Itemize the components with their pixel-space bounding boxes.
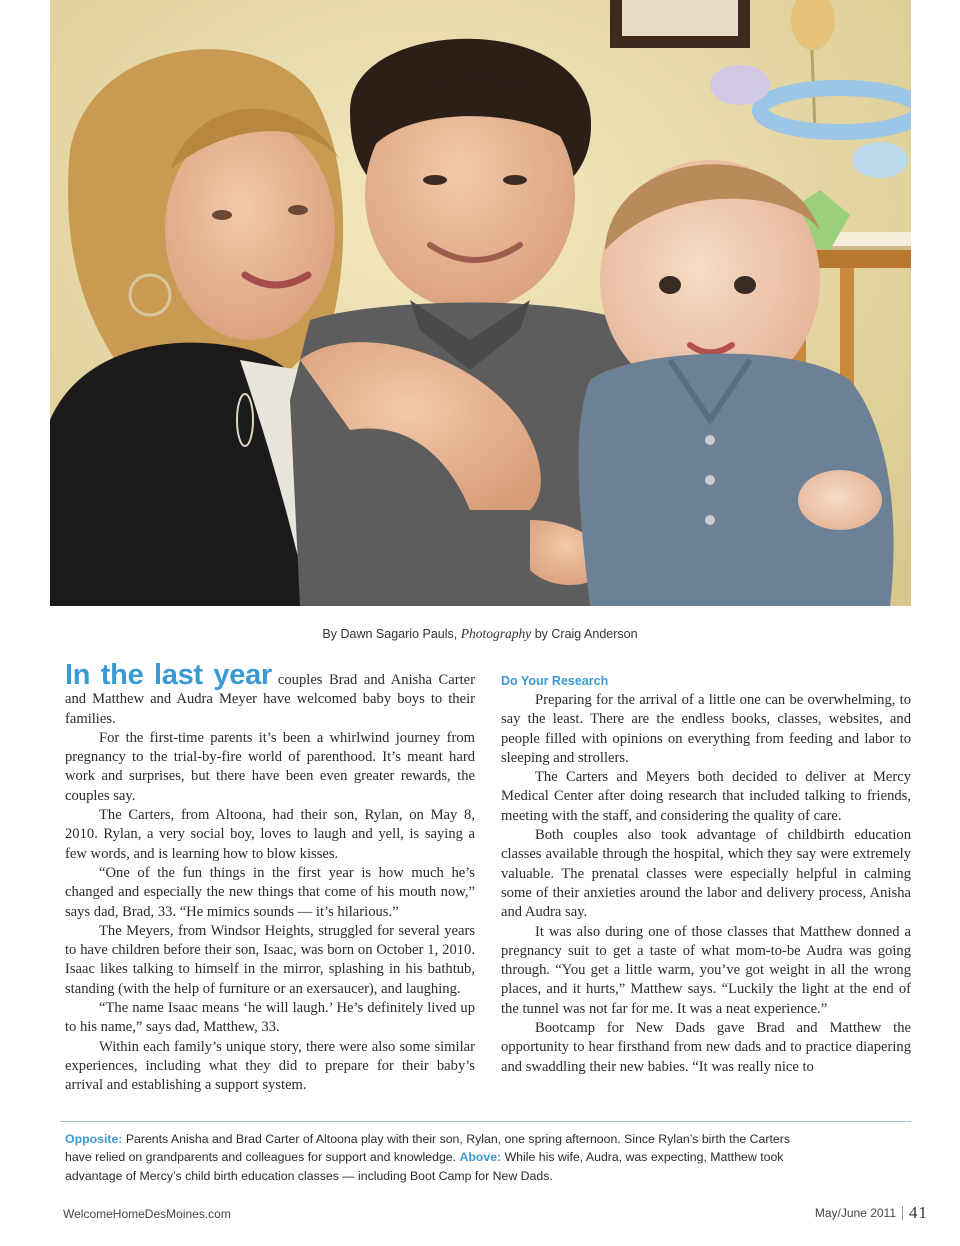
caption-text-opposite: Parents Anisha and Brad Carter of Altoona play with their son, Rylan, one spring afternoon. Since Rylan’s birth the Carters have relied on grandparents and colleagues for support and knowledge. bbox=[65, 1132, 790, 1165]
article-paragraph: Both couples also took advantage of childbirth education classes available through the hospital, which they say were extremely valuable. The prenatal classes were especially helpful in calming some of their anxieties around the labor and delivery process, Anisha and Audra say. bbox=[501, 827, 911, 921]
byline-photography-label: Photography bbox=[460, 626, 532, 641]
caption-text-above: While his wife, Audra, was expecting, Matthew took advantage of Mercy’s child birth education classes — including Boot Camp for New Dads. bbox=[65, 1150, 784, 1183]
article-paragraph: The Carters, from Altoona, had their son, Rylan, on May 8, 2010. Rylan, a very social boy, loves to laugh and yell, is saying a few words, and is learning how to blow kisses. bbox=[65, 807, 475, 862]
footer-issue-block bbox=[815, 1203, 928, 1223]
footer-issue: May/June 2011 bbox=[814, 1206, 896, 1220]
caption-label-opposite: Opposite: bbox=[65, 1132, 123, 1146]
photo-caption bbox=[65, 1130, 800, 1185]
byline bbox=[0, 626, 960, 642]
footer-separator bbox=[902, 1206, 903, 1220]
article-paragraph: Bootcamp for New Dads gave Brad and Matthew the opportunity to hear firsthand from new dads and to practice diapering and swaddling their new babies. “It was really nice to bbox=[501, 1020, 911, 1075]
article-lead-text: couples Brad and Anisha Carter and Matthew and Audra Meyer have welcomed baby boys to their families. bbox=[65, 672, 475, 727]
footer-site: WelcomeHomeDesMoines.com bbox=[63, 1207, 231, 1221]
article-paragraph: For the first-time parents it’s been a whirlwind journey from pregnancy to the trial-by-fire world of parenthood. It’s meant hard work and surprises, but there have been even greater rewards, the couples say. bbox=[65, 729, 475, 804]
article-dropline: In the last year bbox=[65, 660, 272, 691]
article-column-right bbox=[501, 672, 911, 1127]
article-paragraph: Within each family’s unique story, there were also some similar experiences, including what they did to prepare for their baby’s arrival and establishing a support system. bbox=[65, 1038, 475, 1094]
page-number: 41 bbox=[909, 1203, 928, 1222]
byline-photographer: Craig Anderson bbox=[551, 627, 638, 641]
article-paragraph: The Meyers, from Windsor Heights, struggled for several years to have children before their son, Isaac, was born on October 1, 2010. Isaac likes talking to himself in the mirror, splashing in his bathtub, standing (with the help of furniture or an exersaucer), and laughing. bbox=[65, 922, 475, 997]
article-paragraph: “The name Isaac means ‘he will laugh.’ He’s definitely lived up to his name,” says dad, Matthew, 33. bbox=[65, 1000, 475, 1036]
article-paragraph: It was also during one of those classes that Matthew donned a pregnancy suit to get a taste of what mom-to-be Audra was going through. “You get a little warm, you’ve got weight in all the wrong places, and it hurts,” Matthew says. “Luckily the light at the end of the tunnel was not far for me. It was a neat experience.” bbox=[501, 923, 911, 1017]
caption-divider bbox=[60, 1121, 911, 1122]
section-subhead: Do Your Research bbox=[501, 674, 609, 688]
article-paragraph: The Carters and Meyers both decided to deliver at Mercy Medical Center after doing research that included talking to friends, meeting with the staff, and considering the quality of care. bbox=[501, 769, 911, 824]
article-paragraph: “One of the fun things in the first year is how much he’s changed and especially the new things that come of his mouth now,” says dad, Brad, 33. “He mimics sounds — it’s hilarious.” bbox=[65, 864, 475, 920]
article-paragraph bbox=[65, 660, 475, 729]
byline-by: By bbox=[322, 627, 338, 641]
family-photo-illustration bbox=[50, 0, 911, 606]
caption-label-above: Above: bbox=[459, 1150, 502, 1165]
byline-author: Dawn Sagario Pauls, bbox=[340, 627, 458, 641]
byline-by-2: by bbox=[534, 627, 548, 641]
article-paragraph: Preparing for the arrival of a little one can be overwhelming, to say the least. There are the endless books, classes, websites, and people filled with opinions on everything from feeding and labor to sleeping and strollers. bbox=[501, 692, 911, 766]
feature-photo bbox=[50, 0, 911, 606]
article-column-left bbox=[65, 660, 475, 1115]
